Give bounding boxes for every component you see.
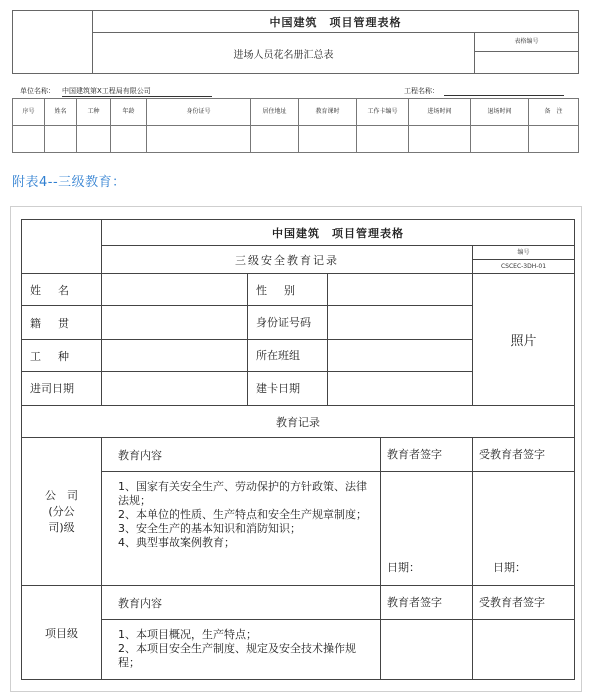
entry-date-label: 进司日期 — [22, 372, 102, 406]
card-date-label: 建卡日期 — [248, 372, 328, 406]
project-educator-sign-field[interactable] — [381, 620, 473, 680]
unit-label: 单位名称： — [20, 87, 55, 95]
origin-label: 籍 贯 — [22, 306, 102, 340]
roster-cell[interactable] — [471, 126, 529, 153]
roster-columns-table — [12, 98, 579, 153]
education-records-heading: 教育记录 — [22, 406, 575, 438]
company-educator-sign-label: 教育者签字 — [381, 438, 473, 472]
id-number-label: 身份证号码 — [248, 306, 328, 340]
roster-form-no-value[interactable] — [475, 52, 578, 73]
project-item: 2、本项目安全生产制度、规定及安全技术操作规程； — [118, 642, 356, 669]
col-header-age: 年龄 — [111, 99, 147, 126]
name-field[interactable] — [102, 274, 248, 306]
id-number-field[interactable] — [328, 306, 473, 340]
project-item: 1、本项目概况，生产特点； — [118, 628, 257, 641]
company-educator-date-label: 日期： — [387, 561, 420, 574]
project-educatee-sign-label: 受教育者签字 — [473, 586, 575, 620]
company-level-label: 公 司 (分公 司)级 — [22, 438, 102, 586]
col-header-hours: 教育课时 — [299, 99, 357, 126]
company-item: 4、典型事故案例教育； — [118, 536, 235, 549]
safety-education-form — [21, 219, 575, 680]
company-item: 2、本单位的性质、生产特点和安全生产规章制度； — [118, 508, 367, 521]
unit-value[interactable]: 中国建筑第Ⅹ工程局有限公司 — [62, 86, 212, 97]
entry-date-field[interactable] — [102, 372, 248, 406]
roster-form-no-cell — [475, 33, 579, 74]
appendix-caption: 附表4--三级教育： — [12, 175, 126, 190]
project-content-heading: 教育内容 — [102, 586, 381, 620]
name-label: 姓 名 — [22, 274, 102, 306]
roster-cell[interactable] — [111, 126, 147, 153]
roster-cell[interactable] — [299, 126, 357, 153]
photo-cell[interactable]: 照片 — [473, 274, 575, 406]
form-code-cell — [473, 246, 575, 274]
form-code-label: 编号 — [473, 247, 574, 260]
roster-cell[interactable] — [13, 126, 45, 153]
col-header-trade: 工种 — [77, 99, 111, 126]
card-date-field[interactable] — [328, 372, 473, 406]
trade-field[interactable] — [102, 340, 248, 372]
company-educatee-sign-field[interactable] — [473, 472, 575, 586]
gender-label: 性 别 — [248, 274, 328, 306]
col-header-exit-time: 退场时间 — [471, 99, 529, 126]
company-item: 3、安全生产的基本知识和消防知识； — [118, 522, 301, 535]
project-educator-sign-label: 教育者签字 — [381, 586, 473, 620]
project-name-label: 工程名称： — [404, 87, 439, 95]
project-name-value[interactable] — [444, 86, 564, 96]
company-educatee-date-label: 日期： — [493, 561, 526, 574]
roster-cell[interactable] — [409, 126, 471, 153]
project-educatee-sign-field[interactable] — [473, 620, 575, 680]
col-header-index: 序号 — [13, 99, 45, 126]
company-content-heading: 教育内容 — [102, 438, 381, 472]
roster-cell[interactable] — [357, 126, 409, 153]
company-item: 1、国家有关安全生产、劳动保护的方针政策、法律法规； — [118, 480, 367, 507]
col-header-address: 居住地址 — [251, 99, 299, 126]
roster-cell[interactable] — [251, 126, 299, 153]
gender-field[interactable] — [328, 274, 473, 306]
project-level-label: 项目级 — [22, 586, 102, 680]
roster-summary-form — [12, 10, 578, 150]
col-header-id: 身份证号 — [147, 99, 251, 126]
col-header-card-no: 工作卡编号 — [357, 99, 409, 126]
logo-cell — [22, 220, 102, 274]
col-header-remarks: 备 注 — [529, 99, 579, 126]
team-field[interactable] — [328, 340, 473, 372]
roster-cell[interactable] — [77, 126, 111, 153]
form-title: 中国建筑 项目管理表格 — [102, 220, 575, 246]
form-code-value: CSCEC-3DH-01 — [500, 262, 547, 270]
company-content-list — [102, 472, 381, 586]
roster-cell[interactable] — [45, 126, 77, 153]
roster-header-table — [12, 10, 579, 74]
roster-cell[interactable] — [147, 126, 251, 153]
col-header-entry-time: 进场时间 — [409, 99, 471, 126]
origin-field[interactable] — [102, 306, 248, 340]
team-label: 所在班组 — [248, 340, 328, 372]
logo-cell — [13, 11, 93, 74]
col-header-name: 姓名 — [45, 99, 77, 126]
company-educator-sign-field[interactable] — [381, 472, 473, 586]
form-subtitle: 三级安全教育记录 — [102, 246, 473, 274]
project-content-list — [102, 620, 381, 680]
roster-title: 中国建筑 项目管理表格 — [93, 11, 579, 33]
roster-form-no-label: 表格编号 — [475, 33, 578, 52]
roster-cell[interactable] — [529, 126, 579, 153]
trade-label: 工 种 — [22, 340, 102, 372]
company-educatee-sign-label: 受教育者签字 — [473, 438, 575, 472]
roster-subtitle: 进场人员花名册汇总表 — [93, 33, 475, 74]
